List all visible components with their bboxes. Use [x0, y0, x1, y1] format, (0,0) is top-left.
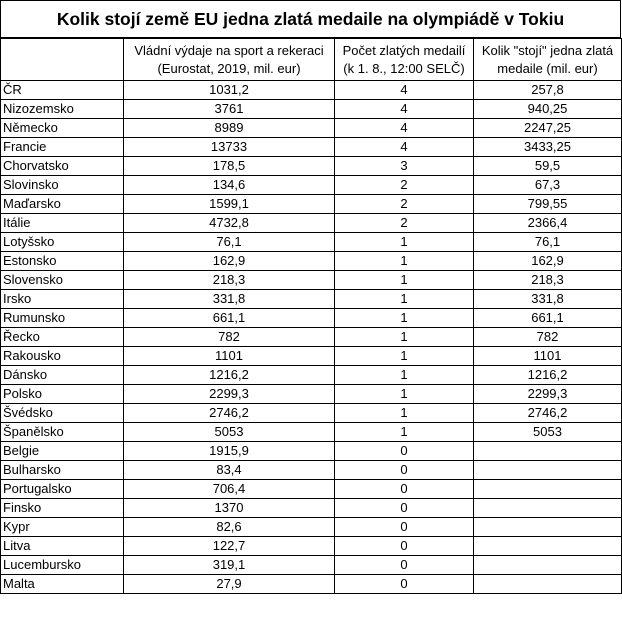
table-row — [1, 556, 622, 575]
cell-country: Lucembursko — [1, 556, 124, 575]
table-row — [1, 290, 622, 309]
cell-gold: 4 — [335, 81, 474, 100]
table-row — [1, 119, 622, 138]
cell-spending: 4732,8 — [124, 214, 335, 233]
table-row — [1, 518, 622, 537]
header-country — [1, 39, 124, 81]
cell-spending: 162,9 — [124, 252, 335, 271]
table-row — [1, 195, 622, 214]
cell-spending: 2746,2 — [124, 404, 335, 423]
cell-spending: 1216,2 — [124, 366, 335, 385]
table-row — [1, 461, 622, 480]
table-row — [1, 309, 622, 328]
cell-spending: 319,1 — [124, 556, 335, 575]
cell-spending: 13733 — [124, 138, 335, 157]
cell-gold: 0 — [335, 575, 474, 594]
cell-gold: 3 — [335, 157, 474, 176]
header-spending: Vládní výdaje na sport a rekeraci (Eurostat, 2019, mil. eur) — [124, 39, 335, 81]
cell-country: Bulharsko — [1, 461, 124, 480]
cell-country: Kypr — [1, 518, 124, 537]
cell-country: Německo — [1, 119, 124, 138]
cell-cost: 661,1 — [474, 309, 622, 328]
cell-cost: 162,9 — [474, 252, 622, 271]
header-gold: Počet zlatých medailí (k 1. 8., 12:00 SELČ) — [335, 39, 474, 81]
table-body — [1, 81, 622, 594]
cell-gold: 1 — [335, 404, 474, 423]
cell-cost: 782 — [474, 328, 622, 347]
table-row — [1, 537, 622, 556]
table-row — [1, 328, 622, 347]
cell-spending: 331,8 — [124, 290, 335, 309]
cell-country: Malta — [1, 575, 124, 594]
cell-country: Řecko — [1, 328, 124, 347]
cell-country: Portugalsko — [1, 480, 124, 499]
cell-cost — [474, 442, 622, 461]
cell-cost: 2299,3 — [474, 385, 622, 404]
table-row — [1, 366, 622, 385]
cell-spending: 134,6 — [124, 176, 335, 195]
cell-gold: 4 — [335, 100, 474, 119]
cell-country: Slovensko — [1, 271, 124, 290]
cell-gold: 2 — [335, 176, 474, 195]
cell-gold: 2 — [335, 195, 474, 214]
cell-country: Chorvatsko — [1, 157, 124, 176]
table-row — [1, 138, 622, 157]
cell-country: Slovinsko — [1, 176, 124, 195]
cell-gold: 0 — [335, 518, 474, 537]
cell-gold: 4 — [335, 138, 474, 157]
cell-spending: 8989 — [124, 119, 335, 138]
cell-gold: 4 — [335, 119, 474, 138]
cell-gold: 1 — [335, 328, 474, 347]
cell-country: Rakousko — [1, 347, 124, 366]
cell-cost — [474, 480, 622, 499]
cell-spending: 76,1 — [124, 233, 335, 252]
cell-cost: 1216,2 — [474, 366, 622, 385]
cell-country: Irsko — [1, 290, 124, 309]
table-row — [1, 214, 622, 233]
table-row — [1, 252, 622, 271]
cell-cost: 940,25 — [474, 100, 622, 119]
cell-country: Finsko — [1, 499, 124, 518]
cell-country: Nizozemsko — [1, 100, 124, 119]
table-row — [1, 271, 622, 290]
table-row — [1, 575, 622, 594]
table-row — [1, 347, 622, 366]
cell-spending: 1599,1 — [124, 195, 335, 214]
cell-gold: 1 — [335, 271, 474, 290]
header-row — [1, 39, 622, 81]
table-title: Kolik stojí země EU jedna zlatá medaile na olympiádě v Tokiu — [0, 0, 621, 38]
cell-gold: 1 — [335, 309, 474, 328]
cell-gold: 0 — [335, 537, 474, 556]
cell-gold: 1 — [335, 233, 474, 252]
cell-country: Francie — [1, 138, 124, 157]
table-row — [1, 480, 622, 499]
cell-cost: 5053 — [474, 423, 622, 442]
cell-country: Itálie — [1, 214, 124, 233]
cell-country: Litva — [1, 537, 124, 556]
cell-spending: 218,3 — [124, 271, 335, 290]
cell-spending: 3761 — [124, 100, 335, 119]
cell-cost — [474, 575, 622, 594]
cell-spending: 1915,9 — [124, 442, 335, 461]
table-row — [1, 176, 622, 195]
cell-cost — [474, 537, 622, 556]
cell-gold: 1 — [335, 385, 474, 404]
cell-gold: 0 — [335, 461, 474, 480]
cell-spending: 83,4 — [124, 461, 335, 480]
cell-cost: 257,8 — [474, 81, 622, 100]
cell-spending: 2299,3 — [124, 385, 335, 404]
table-row — [1, 81, 622, 100]
cell-spending: 782 — [124, 328, 335, 347]
cell-cost — [474, 556, 622, 575]
cell-country: Maďarsko — [1, 195, 124, 214]
cell-spending: 1101 — [124, 347, 335, 366]
cell-cost: 3433,25 — [474, 138, 622, 157]
table-row — [1, 157, 622, 176]
table-row — [1, 385, 622, 404]
cell-cost: 67,3 — [474, 176, 622, 195]
cell-gold: 0 — [335, 556, 474, 575]
cell-country: Lotyšsko — [1, 233, 124, 252]
cell-country: ČR — [1, 81, 124, 100]
cell-country: Estonsko — [1, 252, 124, 271]
cell-spending: 5053 — [124, 423, 335, 442]
cell-spending: 1370 — [124, 499, 335, 518]
cell-gold: 1 — [335, 366, 474, 385]
cell-gold: 0 — [335, 480, 474, 499]
table-row — [1, 442, 622, 461]
table-row — [1, 423, 622, 442]
cell-country: Dánsko — [1, 366, 124, 385]
cell-spending: 122,7 — [124, 537, 335, 556]
cell-spending: 82,6 — [124, 518, 335, 537]
cell-country: Švédsko — [1, 404, 124, 423]
cell-cost — [474, 499, 622, 518]
cell-country: Rumunsko — [1, 309, 124, 328]
cell-gold: 2 — [335, 214, 474, 233]
cell-cost: 2247,25 — [474, 119, 622, 138]
cell-spending: 178,5 — [124, 157, 335, 176]
cell-country: Španělsko — [1, 423, 124, 442]
cell-cost: 218,3 — [474, 271, 622, 290]
cell-cost: 2746,2 — [474, 404, 622, 423]
cell-spending: 661,1 — [124, 309, 335, 328]
cell-spending: 706,4 — [124, 480, 335, 499]
cell-gold: 1 — [335, 252, 474, 271]
cell-gold: 1 — [335, 423, 474, 442]
cell-spending: 1031,2 — [124, 81, 335, 100]
cell-gold: 0 — [335, 442, 474, 461]
medal-cost-table — [0, 38, 622, 594]
cell-cost: 331,8 — [474, 290, 622, 309]
cell-gold: 1 — [335, 290, 474, 309]
cell-cost: 799,55 — [474, 195, 622, 214]
cell-country: Belgie — [1, 442, 124, 461]
cell-cost — [474, 461, 622, 480]
table-row — [1, 404, 622, 423]
cell-gold: 0 — [335, 499, 474, 518]
cell-cost: 1101 — [474, 347, 622, 366]
cell-cost: 2366,4 — [474, 214, 622, 233]
cell-cost: 76,1 — [474, 233, 622, 252]
cell-cost: 59,5 — [474, 157, 622, 176]
table-row — [1, 499, 622, 518]
cell-gold: 1 — [335, 347, 474, 366]
table-row — [1, 100, 622, 119]
cell-country: Polsko — [1, 385, 124, 404]
table-row — [1, 233, 622, 252]
header-cost: Kolik "stojí" jedna zlatá medaile (mil. eur) — [474, 39, 622, 81]
cell-spending: 27,9 — [124, 575, 335, 594]
cell-cost — [474, 518, 622, 537]
